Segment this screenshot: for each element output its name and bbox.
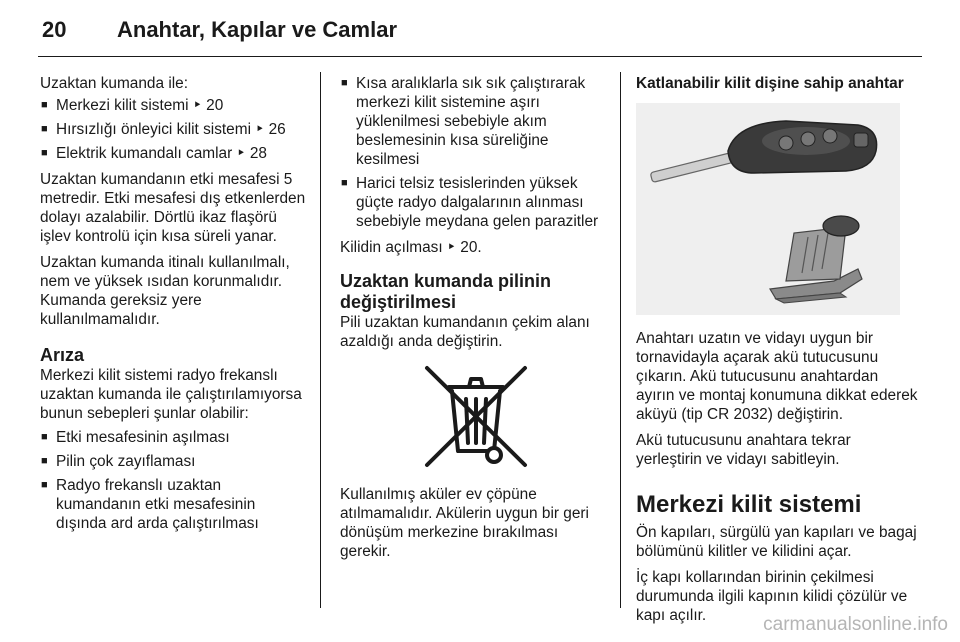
figure-caption: Katlanabilir kilit dişine sahip anahtar (636, 75, 904, 92)
list-item: ■ Merkezi kilit sistemi ‣ 20 (40, 96, 308, 115)
column-2 (340, 74, 612, 568)
care-paragraph: Uzaktan kumanda itinalı kullanılmalı, nem ve yüksek ısıdan korunmalıdır. Kumanda gereksiz yere kullanılmamalıdır. (40, 254, 290, 328)
fault-cause-list-continued (340, 74, 612, 231)
section-heading-battery: Uzaktan kumanda pilinin değiştirilmesi (340, 271, 552, 312)
section-heading-central-locking: Merkezi kilit sistemi (636, 491, 862, 518)
column-divider (620, 72, 621, 608)
instructions-paragraph: Anahtarı uzatın ve vidayı uygun bir tornavidayla açarak akü tutucusunu çıkarın. Akü tutucusunu anahtardan ayırın ve montaj konumuna dikkat ederek aküyü (tip CR 2032) değiştirin. (636, 330, 918, 423)
crossed-out-bin-icon (421, 365, 531, 469)
list-item: ■ Elektrik kumandalı camlar ‣ 28 (40, 144, 308, 163)
unlock-reference: Kilidin açılması ‣ 20. (340, 239, 482, 256)
feature-list (40, 96, 308, 163)
reinsert-paragraph: Akü tutucusunu anahtara tekrar yerleştirin ve vidayı sabitleyin. (636, 432, 851, 468)
list-item: ■ Radyo frekanslı uzaktan kumandanın etki mesafesinin dışında ard arda çalıştırılması (40, 476, 308, 533)
central-locking-paragraph: Ön kapıları, sürgülü yan kapıları ve bagaj bölümünü kilitler ve kilidini açar. (636, 524, 917, 560)
column-1 (40, 74, 308, 540)
page-number: 20 (42, 17, 67, 42)
fault-paragraph: Merkezi kilit sistemi radyo frekanslı uzaktan kumanda ile çalıştırılamıyorsa bunun sebepleri şunlar olabilir: (40, 367, 302, 422)
column-divider (320, 72, 321, 608)
list-item: ■ Etki mesafesinin aşılması (40, 428, 308, 447)
page-header (0, 0, 960, 56)
key-with-battery-holder-icon (636, 103, 900, 315)
battery-paragraph: Pili uzaktan kumandanın çekim alanı azaldığı anda değiştirin. (340, 314, 590, 350)
watermark: carmanualsonline.info (763, 614, 948, 635)
intro-text: Uzaktan kumanda ile: (40, 75, 188, 92)
list-item: ■ Kısa aralıklarla sık sık çalıştırarak merkezi kilit sistemine aşırı yüklenilmesi sebebiyle akım beslemesinin kısa süreliğine kesilmesi (340, 74, 612, 169)
list-item: ■ Pilin çok zayıflaması (40, 452, 308, 471)
list-item: ■ Hırsızlığı önleyici kilit sistemi ‣ 26 (40, 120, 308, 139)
key-illustration (636, 103, 900, 315)
door-handle-paragraph: İç kapı kollarından birinin çekilmesi durumunda ilgili kapının kilidi çözülür ve kapı açılır. (636, 569, 908, 624)
disposal-paragraph: Kullanılmış aküler ev çöpüne atılmamalıdır. Akülerin uygun bir geri dönüşüm merkezine bırakılması gerekir. (340, 486, 589, 560)
range-paragraph: Uzaktan kumandanın etki mesafesi 5 metredir. Etki mesafesi dış etkenlerden dolayı azalabilir. Dörtlü ikaz flaşörü işlev kontrolü için kısa süreli yanar. (40, 171, 306, 245)
header-rule (38, 56, 922, 57)
list-item: ■ Harici telsiz tesislerinden yüksek güçte radyo dalgalarının alınması sebebiyle meydana gelen parazitler (340, 174, 612, 231)
page-title: Anahtar, Kapılar ve Camlar (117, 17, 398, 42)
column-3 (636, 74, 920, 632)
section-heading-fault: Arıza (40, 345, 85, 365)
fault-cause-list (40, 428, 308, 533)
